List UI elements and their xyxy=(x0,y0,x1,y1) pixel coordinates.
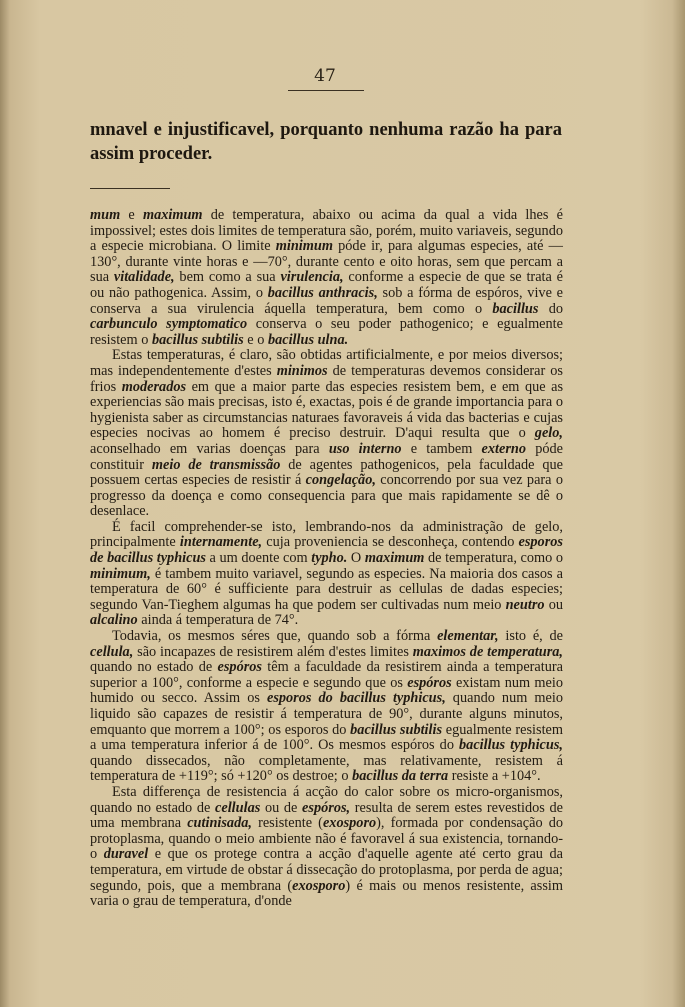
text-run: O xyxy=(347,550,365,567)
paragraph xyxy=(90,520,563,629)
italic-term: virulencia, xyxy=(280,269,344,286)
italic-term: esporos do bacillus typhicus, xyxy=(266,690,446,707)
italic-term: cellula, xyxy=(90,643,134,660)
italic-term: esporos de bacillus typhicus xyxy=(90,534,563,567)
italic-term: bacillus subtilis xyxy=(151,331,244,348)
italic-term: bacillus ulna. xyxy=(267,331,349,348)
text-run: aconselhado em varias doenças para xyxy=(90,440,329,457)
text-run: e xyxy=(120,207,143,223)
italic-term: externo xyxy=(481,440,527,457)
italic-term: gelo, xyxy=(534,425,563,442)
paragraph xyxy=(90,208,563,348)
text-run: de agentes pathogenicos, pela faculdade que possuem certas especies de resistir á xyxy=(90,456,563,489)
italic-term: espóros xyxy=(217,659,262,676)
italic-term: maximos de temperatura, xyxy=(412,643,563,660)
italic-term: maximum xyxy=(364,550,425,567)
text-run: ou de xyxy=(260,799,303,816)
text-run: sob a fórma de espóros, vive e conserva a sua virulencia áquella temperatura, bem como o xyxy=(90,284,564,317)
text-run: isto é, de xyxy=(498,628,563,645)
footnote-body xyxy=(90,208,563,910)
italic-term: congelação, xyxy=(305,472,376,489)
italic-term: cutinisada, xyxy=(187,815,252,832)
page-number-rule xyxy=(288,90,364,91)
italic-term: bacillus subtilis xyxy=(350,721,443,738)
italic-term: minimos xyxy=(276,362,328,379)
text-run: concorrendo por sua vez para o progresso da doença e como consequencia para que mais rapidamente se dê o desenlace. xyxy=(90,472,563,520)
text-run: de temperaturas devemos considerar os frios xyxy=(90,362,563,395)
text-run: É facil comprehender-se isto, lembrando-nos da administração de gelo, principalmente xyxy=(90,518,563,551)
italic-term: bacillus da terra xyxy=(352,768,449,785)
italic-term: exosporo xyxy=(292,877,346,894)
text-run: e o xyxy=(243,331,268,348)
text-run: e tambem xyxy=(401,440,482,457)
italic-term: internamente, xyxy=(179,534,263,551)
italic-term: bacillus xyxy=(492,300,539,317)
text-run: quando no estado de xyxy=(90,659,218,676)
text-run: resulta de serem estes revestidos de uma membrana xyxy=(90,799,564,832)
text-run: a um doente com xyxy=(205,550,312,567)
italic-term: mum xyxy=(90,207,121,223)
italic-term: cellulas xyxy=(215,799,261,816)
text-run: e que os protege contra a acção d'aquelle agente até certo grau da temperatura, em virtude de obstar á dissecação do protoplasma, por perda de agua; segundo, pois, que a membrana ( xyxy=(90,846,563,894)
italic-term: moderados xyxy=(121,378,187,395)
italic-term: bacillus typhicus, xyxy=(459,737,563,754)
text-run: Estas temperaturas, é claro, são obtidas artificialmente, e por meios diversos; mas independentemente d'estes xyxy=(90,347,563,379)
text-run: egualmente resistem a uma temperatura inferior á de 100°. Os mesmos espóros do xyxy=(90,721,564,754)
page-number: 47 xyxy=(314,66,336,86)
italic-term: minimum, xyxy=(90,565,151,582)
text-run: Todavia, os mesmos séres que, quando sob a fórma xyxy=(112,628,438,645)
italic-term: elementar, xyxy=(437,628,499,645)
italic-term: alcalino xyxy=(90,612,138,629)
text-run: ou xyxy=(544,596,564,613)
text-run: resiste a +104°. xyxy=(448,768,541,785)
text-run: são incapazes de resistirem além d'estes limites xyxy=(133,643,413,660)
text-run: têm a faculdade da resistirem ainda a temperatura superior a 100°, conforme a especie e segundo que os xyxy=(90,659,563,691)
text-run: bem como a sua xyxy=(174,269,281,286)
text-run: resistente ( xyxy=(251,815,323,832)
text-run: do xyxy=(538,300,563,317)
text-run: quando dissecados, não completamente, mas relativamente, resistem á temperatura de +119°; só +120° os destroe; o xyxy=(90,752,563,785)
italic-term: uso interno xyxy=(328,440,402,457)
text-run: de temperatura, como o xyxy=(424,550,563,567)
text-run: cuja proveniencia se desconheça, contendo xyxy=(262,534,519,551)
italic-term: vitalidade, xyxy=(113,269,175,286)
text-run: ) é mais ou menos resistente, assim varia o grau de temperatura, d'onde xyxy=(90,877,563,910)
text-run: de temperatura, abaixo ou acima da qual a vida lhes é impossivel; estes dois limites de temperatura são, porém, muito variaveis, segundo a especie microbiana. O limite xyxy=(90,207,563,255)
text-run: ainda á temperatura de 74°. xyxy=(137,612,299,629)
text-run: Esta differença de resistencia á acção do calor sobre os micro-organismos, quando no estado de xyxy=(90,783,563,816)
text-run: é tambem muito variavel, segundo as especies. Na maioria dos casos a temperatura de 60° é sufficiente para destruir as cellulas de dadas especies; segundo Van-Tieghem algumas ha que podem ser cultivadas num meio xyxy=(90,565,563,613)
italic-term: carbunculo symptomatico xyxy=(90,316,248,333)
italic-term: minimum xyxy=(275,238,333,255)
text-run: ), formada por condensação do protoplasma, quando o meio ambiente não é favoravel á sua existencia, tornando-o xyxy=(90,815,564,863)
text-run: em que a maior parte das especies resistem bem, e em que as experiencias são mais precisas, isto é, exactas, pois é de grande importancia para o hygienista saber as circumstancias naturaes favoraveis á vida das bacterias e cujas especies nocivas ao homem é preciso destruir. D'aqui resulta que o xyxy=(90,378,564,442)
paragraph xyxy=(90,348,563,520)
italic-term: bacillus anthracis, xyxy=(267,284,378,301)
paragraph xyxy=(90,785,563,910)
italic-term: espóros xyxy=(407,674,452,691)
paragraph xyxy=(90,629,563,785)
text-run: quando num meio liquido são capazes de resistir á temperatura de 90°, durante alguns minutos, emquanto que morrem a 100°; os esporos do xyxy=(90,690,563,738)
text-run: conforme a especie de que se trata é ou não pathogenica. Assim, o xyxy=(90,269,564,301)
italic-term: neutro xyxy=(505,596,545,613)
italic-term: typho. xyxy=(311,550,348,567)
italic-term: espóros, xyxy=(302,799,351,816)
text-run: existam num meio humido ou secco. Assim os xyxy=(90,674,563,707)
text-run: póde constituir xyxy=(90,440,563,473)
text-run: póde ir, para algumas especies, até —130°, durante vinte horas e —70°, durante cento e oito horas, sem que percam a sua xyxy=(90,238,563,286)
italic-term: meio de transmissão xyxy=(151,456,281,473)
italic-term: exosporo xyxy=(322,815,377,832)
italic-term: maximum xyxy=(142,207,203,223)
text-run: conserva o seu poder pathogenico; e egualmente resistem o xyxy=(90,316,563,348)
footnote-separator xyxy=(90,188,170,189)
italic-term: duravel xyxy=(103,846,149,863)
continuation-paragraph: mnavel e injustificavel, porquanto nenhuma razão ha para assim proceder. xyxy=(90,120,562,164)
